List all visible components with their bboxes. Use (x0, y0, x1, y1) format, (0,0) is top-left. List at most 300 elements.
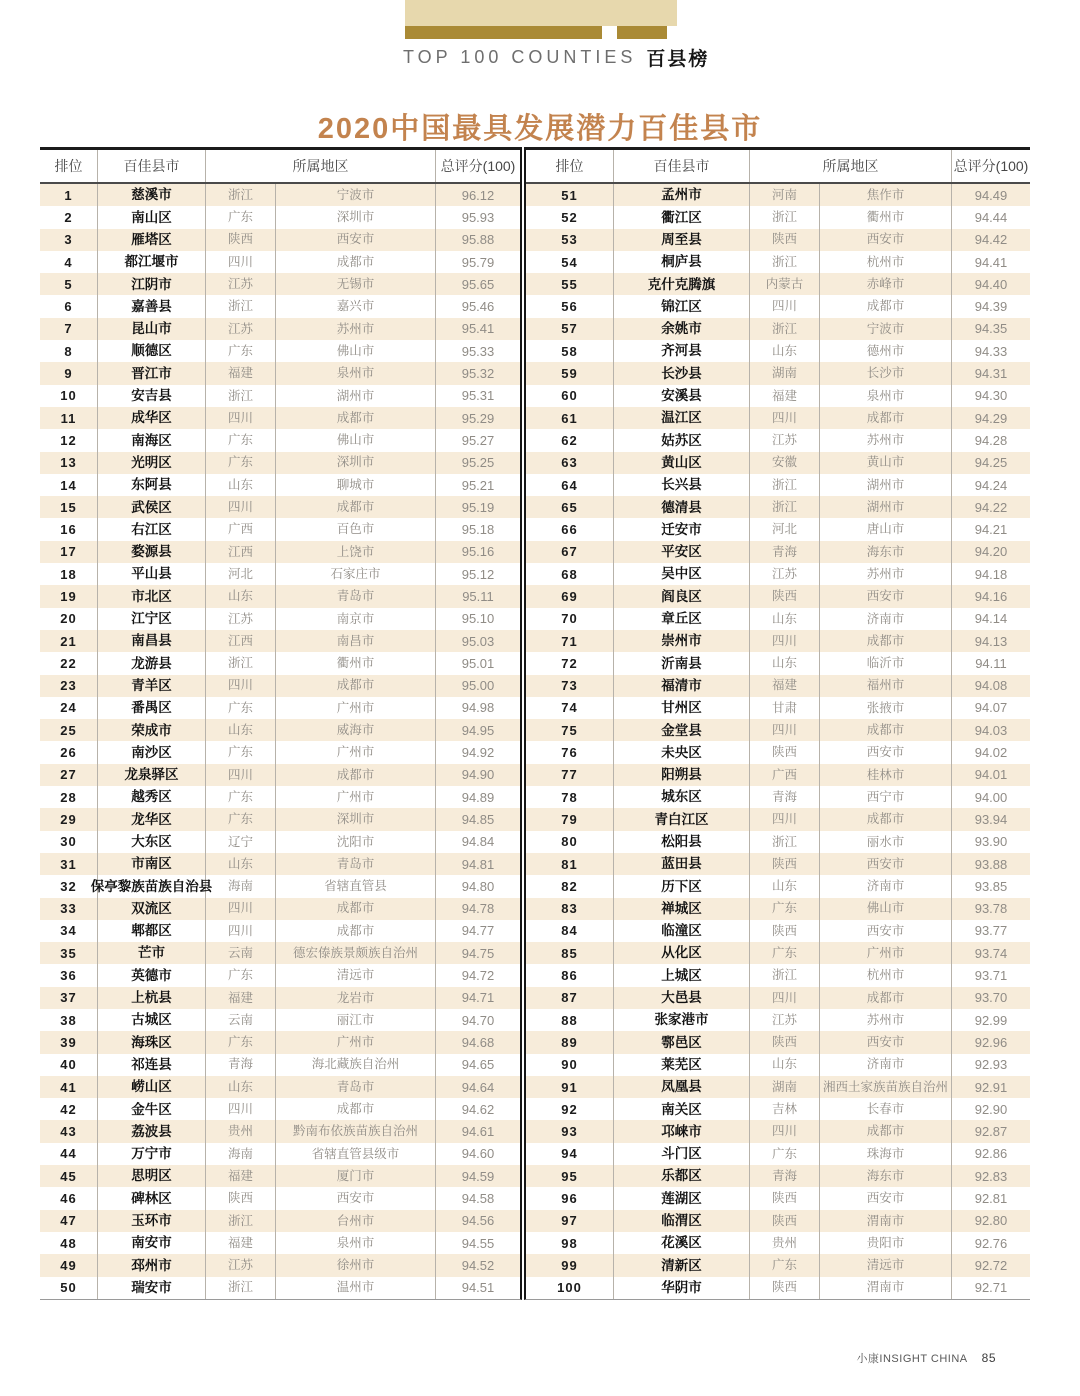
table-row (40, 318, 520, 340)
province-cell: 浙江 (206, 1277, 276, 1299)
county-cell: 顺德区 (98, 340, 206, 362)
score-cell: 94.08 (974, 678, 1008, 694)
score-cell: 94.49 (974, 187, 1008, 203)
score-cell: 94.81 (461, 856, 495, 872)
county-cell: 鄠邑区 (614, 1031, 750, 1053)
rank-cell: 84 (526, 920, 614, 942)
county-cell: 龙游县 (98, 652, 206, 674)
county-cell: 英德市 (98, 964, 206, 986)
province-cell: 广东 (750, 1143, 820, 1165)
province-cell: 四川 (206, 496, 276, 518)
province-cell: 四川 (750, 808, 820, 830)
table-row (526, 1054, 1030, 1076)
header-rank: 排位 (40, 150, 98, 182)
province-cell: 浙江 (750, 964, 820, 986)
table-row (40, 295, 520, 317)
city-cell: 湖州市 (820, 474, 952, 496)
city-cell: 西安市 (820, 585, 952, 607)
city-cell: 广州市 (276, 697, 436, 719)
province-cell: 广东 (750, 942, 820, 964)
county-cell: 安吉县 (98, 385, 206, 407)
county-cell: 斗门区 (614, 1143, 750, 1165)
score-cell: 92.83 (974, 1168, 1008, 1184)
table-row (40, 853, 520, 875)
province-cell: 陕西 (750, 1031, 820, 1053)
score-cell: 95.27 (461, 432, 495, 448)
table-row (526, 184, 1030, 206)
rank-cell: 78 (526, 786, 614, 808)
rank-cell: 37 (40, 987, 98, 1009)
score-cell: 95.65 (461, 276, 495, 292)
city-cell: 无锡市 (276, 273, 436, 295)
rank-cell: 75 (526, 719, 614, 741)
score-cell: 94.58 (461, 1191, 495, 1206)
banner-tan-block (405, 0, 677, 26)
table-row (40, 630, 520, 652)
score-cell: 94.71 (461, 990, 495, 1006)
province-cell: 山东 (750, 1054, 820, 1076)
table-row (40, 362, 520, 384)
table-row (40, 496, 520, 518)
city-cell: 成都市 (820, 407, 952, 429)
city-cell: 德宏傣族景颇族自治州 (276, 942, 436, 964)
city-cell: 石家庄市 (276, 563, 436, 585)
rank-cell: 2 (40, 206, 98, 228)
province-cell: 陕西 (750, 1187, 820, 1209)
county-cell: 万宁市 (98, 1143, 206, 1165)
rank-cell: 29 (40, 808, 98, 830)
banner-gold-bar-small (617, 26, 667, 39)
province-cell: 广东 (206, 697, 276, 719)
city-cell: 广州市 (276, 786, 436, 808)
rank-cell: 56 (526, 295, 614, 317)
county-cell: 芒市 (98, 942, 206, 964)
province-cell: 山东 (206, 853, 276, 875)
score-cell: 95.31 (461, 388, 495, 404)
city-cell: 苏州市 (276, 318, 436, 340)
score-cell: 94.20 (974, 544, 1008, 560)
province-cell: 广东 (206, 206, 276, 228)
score-cell: 94.65 (461, 1057, 495, 1073)
score-cell: 95.93 (461, 209, 495, 225)
table-row (526, 429, 1030, 451)
table-row (40, 697, 520, 719)
province-cell: 云南 (206, 1009, 276, 1031)
city-cell: 成都市 (276, 1098, 436, 1120)
rank-cell: 33 (40, 898, 98, 920)
score-cell: 92.91 (974, 1079, 1008, 1095)
table-row (40, 898, 520, 920)
province-cell: 浙江 (750, 831, 820, 853)
city-cell: 海东市 (820, 541, 952, 563)
table-row (40, 1076, 520, 1098)
rank-cell: 63 (526, 452, 614, 474)
county-cell: 凤凰县 (614, 1076, 750, 1098)
rank-cell: 98 (526, 1232, 614, 1254)
province-cell: 青海 (206, 1054, 276, 1076)
rank-cell: 76 (526, 741, 614, 763)
rank-cell: 71 (526, 630, 614, 652)
city-cell: 成都市 (820, 630, 952, 652)
city-cell: 泉州市 (276, 362, 436, 384)
table-row (40, 786, 520, 808)
province-cell: 湖南 (750, 362, 820, 384)
city-cell: 宁波市 (820, 318, 952, 340)
city-cell: 西安市 (820, 853, 952, 875)
county-cell: 郫都区 (98, 920, 206, 942)
table-row (526, 719, 1030, 741)
table-row (526, 808, 1030, 830)
score-cell: 94.89 (461, 789, 495, 805)
page-footer (856, 1350, 996, 1366)
county-cell: 阎良区 (614, 585, 750, 607)
city-cell: 珠海市 (820, 1143, 952, 1165)
table-row (526, 541, 1030, 563)
score-cell: 95.46 (461, 299, 495, 315)
city-cell: 长春市 (820, 1098, 952, 1120)
score-cell: 95.32 (461, 366, 495, 382)
table-body-right (526, 184, 1030, 1299)
city-cell: 百色市 (276, 518, 436, 540)
province-cell: 浙江 (206, 652, 276, 674)
province-cell: 四川 (206, 675, 276, 697)
rank-cell: 34 (40, 920, 98, 942)
province-cell: 海南 (206, 1143, 276, 1165)
rank-cell: 89 (526, 1031, 614, 1053)
table-row (526, 608, 1030, 630)
banner-chinese-label: 百县榜 (646, 48, 710, 70)
rank-cell: 73 (526, 675, 614, 697)
city-cell: 宁波市 (276, 184, 436, 206)
rank-cell: 79 (526, 808, 614, 830)
table-row (40, 184, 520, 206)
rank-cell: 55 (526, 273, 614, 295)
score-cell: 95.10 (461, 611, 495, 627)
rank-cell: 54 (526, 251, 614, 273)
table-row (40, 273, 520, 295)
score-cell: 95.12 (461, 566, 495, 582)
score-cell: 94.84 (461, 834, 495, 850)
province-cell: 陕西 (206, 229, 276, 251)
city-cell: 成都市 (820, 1120, 952, 1142)
city-cell: 南京市 (276, 608, 436, 630)
table-row (526, 1120, 1030, 1142)
rank-cell: 19 (40, 585, 98, 607)
table-row (40, 741, 520, 763)
county-cell: 齐河县 (614, 340, 750, 362)
score-cell: 94.11 (975, 655, 1007, 671)
county-cell: 克什克腾旗 (614, 273, 750, 295)
header-county: 百佳县市 (98, 150, 206, 182)
score-cell: 93.88 (974, 856, 1008, 872)
rank-cell: 62 (526, 429, 614, 451)
rank-cell: 13 (40, 452, 98, 474)
county-cell: 德清县 (614, 496, 750, 518)
rank-cell: 17 (40, 541, 98, 563)
score-cell: 92.96 (974, 1034, 1008, 1050)
table-row (40, 1187, 520, 1209)
score-cell: 93.90 (974, 834, 1008, 850)
rank-cell: 16 (40, 518, 98, 540)
county-cell: 余姚市 (614, 318, 750, 340)
county-cell: 上城区 (614, 964, 750, 986)
score-cell: 94.24 (974, 477, 1008, 493)
table-row (40, 1277, 520, 1299)
rank-cell: 77 (526, 764, 614, 786)
city-cell: 深圳市 (276, 452, 436, 474)
rank-cell: 100 (526, 1277, 614, 1299)
city-cell: 佛山市 (276, 340, 436, 362)
score-cell: 94.70 (461, 1012, 495, 1028)
table-row (40, 831, 520, 853)
province-cell: 山东 (750, 875, 820, 897)
city-cell: 临沂市 (820, 652, 952, 674)
score-cell: 92.71 (974, 1280, 1008, 1296)
province-cell: 山东 (750, 652, 820, 674)
table-row (526, 1076, 1030, 1098)
county-cell: 成华区 (98, 407, 206, 429)
rank-cell: 96 (526, 1187, 614, 1209)
score-cell: 92.99 (974, 1012, 1008, 1028)
city-cell: 成都市 (276, 898, 436, 920)
city-cell: 成都市 (820, 808, 952, 830)
county-cell: 昆山市 (98, 318, 206, 340)
city-cell: 清远市 (276, 964, 436, 986)
header-region: 所属地区 (206, 150, 436, 182)
province-cell: 四川 (750, 295, 820, 317)
score-cell: 95.16 (461, 544, 495, 560)
table-row (526, 987, 1030, 1009)
city-cell: 杭州市 (820, 251, 952, 273)
province-cell: 陕西 (750, 1277, 820, 1299)
rank-cell: 27 (40, 764, 98, 786)
county-cell: 东阿县 (98, 474, 206, 496)
rank-cell: 23 (40, 675, 98, 697)
province-cell: 江西 (206, 541, 276, 563)
score-cell: 94.42 (974, 232, 1008, 248)
province-cell: 广东 (750, 898, 820, 920)
city-cell: 青岛市 (276, 585, 436, 607)
score-cell: 93.77 (974, 923, 1008, 939)
city-cell: 成都市 (276, 251, 436, 273)
county-cell: 乐都区 (614, 1165, 750, 1187)
city-cell: 西宁市 (820, 786, 952, 808)
county-cell: 金牛区 (98, 1098, 206, 1120)
city-cell: 唐山市 (820, 518, 952, 540)
rank-cell: 42 (40, 1098, 98, 1120)
score-cell: 94.55 (461, 1235, 495, 1251)
county-cell: 婺源县 (98, 541, 206, 563)
county-cell: 番禺区 (98, 697, 206, 719)
score-cell: 93.71 (974, 968, 1008, 984)
province-cell: 广西 (750, 764, 820, 786)
rank-cell: 21 (40, 630, 98, 652)
table-row (526, 652, 1030, 674)
score-cell: 95.18 (461, 522, 495, 538)
rank-cell: 30 (40, 831, 98, 853)
province-cell: 内蒙古 (750, 273, 820, 295)
county-cell: 玉环市 (98, 1210, 206, 1232)
city-cell: 济南市 (820, 875, 952, 897)
province-cell: 浙江 (206, 295, 276, 317)
province-cell: 福建 (750, 675, 820, 697)
province-cell: 陕西 (206, 1187, 276, 1209)
province-cell: 四川 (750, 630, 820, 652)
province-cell: 海南 (206, 875, 276, 897)
score-cell: 94.14 (974, 611, 1008, 627)
province-cell: 陕西 (750, 229, 820, 251)
score-cell: 95.79 (461, 254, 495, 270)
province-cell: 青海 (750, 541, 820, 563)
province-cell: 贵州 (206, 1120, 276, 1142)
table-row (40, 385, 520, 407)
city-cell: 贵阳市 (820, 1232, 952, 1254)
county-cell: 市北区 (98, 585, 206, 607)
county-cell: 未央区 (614, 741, 750, 763)
table-row (526, 1210, 1030, 1232)
county-cell: 平安区 (614, 541, 750, 563)
table-row (526, 251, 1030, 273)
city-cell: 威海市 (276, 719, 436, 741)
province-cell: 青海 (750, 786, 820, 808)
table-row (526, 853, 1030, 875)
city-cell: 成都市 (820, 987, 952, 1009)
score-cell: 93.94 (974, 811, 1008, 827)
county-cell: 南沙区 (98, 741, 206, 763)
score-cell: 94.33 (974, 343, 1008, 359)
county-cell: 周至县 (614, 229, 750, 251)
rank-cell: 6 (40, 295, 98, 317)
ranking-table-left (40, 147, 522, 1300)
rank-cell: 8 (40, 340, 98, 362)
county-cell: 嘉善县 (98, 295, 206, 317)
county-cell: 平山县 (98, 563, 206, 585)
rank-cell: 80 (526, 831, 614, 853)
city-cell: 泉州市 (820, 385, 952, 407)
province-cell: 陕西 (750, 920, 820, 942)
rank-cell: 93 (526, 1120, 614, 1142)
county-cell: 龙泉驿区 (98, 764, 206, 786)
province-cell: 福建 (206, 987, 276, 1009)
province-cell: 山东 (750, 608, 820, 630)
province-cell: 广东 (206, 741, 276, 763)
score-cell: 94.61 (461, 1124, 495, 1140)
province-cell: 浙江 (206, 184, 276, 206)
table-row (40, 474, 520, 496)
province-cell: 贵州 (750, 1232, 820, 1254)
city-cell: 南昌市 (276, 630, 436, 652)
province-cell: 广东 (206, 808, 276, 830)
city-cell: 西安市 (276, 1187, 436, 1209)
table-row (526, 1165, 1030, 1187)
city-cell: 青岛市 (276, 1076, 436, 1098)
county-cell: 江阴市 (98, 273, 206, 295)
table-row (40, 340, 520, 362)
table-row (40, 608, 520, 630)
county-cell: 莲湖区 (614, 1187, 750, 1209)
province-cell: 四川 (750, 407, 820, 429)
city-cell: 苏州市 (820, 429, 952, 451)
province-cell: 江苏 (750, 563, 820, 585)
city-cell: 清远市 (820, 1254, 952, 1276)
city-cell: 成都市 (820, 295, 952, 317)
table-row (526, 1187, 1030, 1209)
header-region: 所属地区 (750, 150, 952, 182)
table-row (40, 518, 520, 540)
province-cell: 吉林 (750, 1098, 820, 1120)
rank-cell: 50 (40, 1277, 98, 1299)
score-cell: 94.80 (461, 878, 495, 894)
city-cell: 广州市 (276, 1031, 436, 1053)
county-cell: 越秀区 (98, 786, 206, 808)
rank-cell: 36 (40, 964, 98, 986)
table-row (526, 786, 1030, 808)
table-row (526, 496, 1030, 518)
table-row (40, 429, 520, 451)
city-cell: 龙岩市 (276, 987, 436, 1009)
rank-cell: 1 (40, 184, 98, 206)
score-cell: 94.03 (974, 722, 1008, 738)
rank-cell: 35 (40, 942, 98, 964)
score-cell: 94.25 (974, 455, 1008, 471)
score-cell: 94.72 (461, 968, 495, 984)
table-row (40, 1120, 520, 1142)
province-cell: 四川 (750, 719, 820, 741)
rank-cell: 83 (526, 898, 614, 920)
score-cell: 95.00 (461, 678, 495, 694)
rank-cell: 18 (40, 563, 98, 585)
province-cell: 广东 (750, 1254, 820, 1276)
score-cell: 94.90 (461, 767, 495, 783)
province-cell: 广东 (206, 964, 276, 986)
city-cell: 衢州市 (276, 652, 436, 674)
county-cell: 南海区 (98, 429, 206, 451)
county-cell: 邛崃市 (614, 1120, 750, 1142)
score-cell: 92.80 (974, 1213, 1008, 1229)
rank-cell: 40 (40, 1054, 98, 1076)
county-cell: 古城区 (98, 1009, 206, 1031)
table-row (526, 920, 1030, 942)
county-cell: 衢江区 (614, 206, 750, 228)
table-row (40, 585, 520, 607)
score-cell: 95.88 (461, 232, 495, 248)
rank-cell: 69 (526, 585, 614, 607)
city-cell: 广州市 (276, 741, 436, 763)
rank-cell: 68 (526, 563, 614, 585)
rank-cell: 64 (526, 474, 614, 496)
rank-cell: 47 (40, 1210, 98, 1232)
score-cell: 94.85 (461, 811, 495, 827)
city-cell: 成都市 (820, 719, 952, 741)
county-cell: 光明区 (98, 452, 206, 474)
city-cell: 西安市 (820, 229, 952, 251)
rank-cell: 5 (40, 273, 98, 295)
table-header-row (526, 150, 1030, 184)
score-cell: 94.78 (461, 901, 495, 917)
score-cell: 94.92 (461, 745, 495, 761)
province-cell: 江苏 (206, 608, 276, 630)
county-cell: 安溪县 (614, 385, 750, 407)
province-cell: 湖南 (750, 1076, 820, 1098)
rank-cell: 3 (40, 229, 98, 251)
rank-cell: 95 (526, 1165, 614, 1187)
province-cell: 浙江 (206, 385, 276, 407)
table-row (40, 206, 520, 228)
table-row (526, 1232, 1030, 1254)
city-cell: 海北藏族自治州 (276, 1054, 436, 1076)
table-row (40, 1232, 520, 1254)
city-cell: 嘉兴市 (276, 295, 436, 317)
